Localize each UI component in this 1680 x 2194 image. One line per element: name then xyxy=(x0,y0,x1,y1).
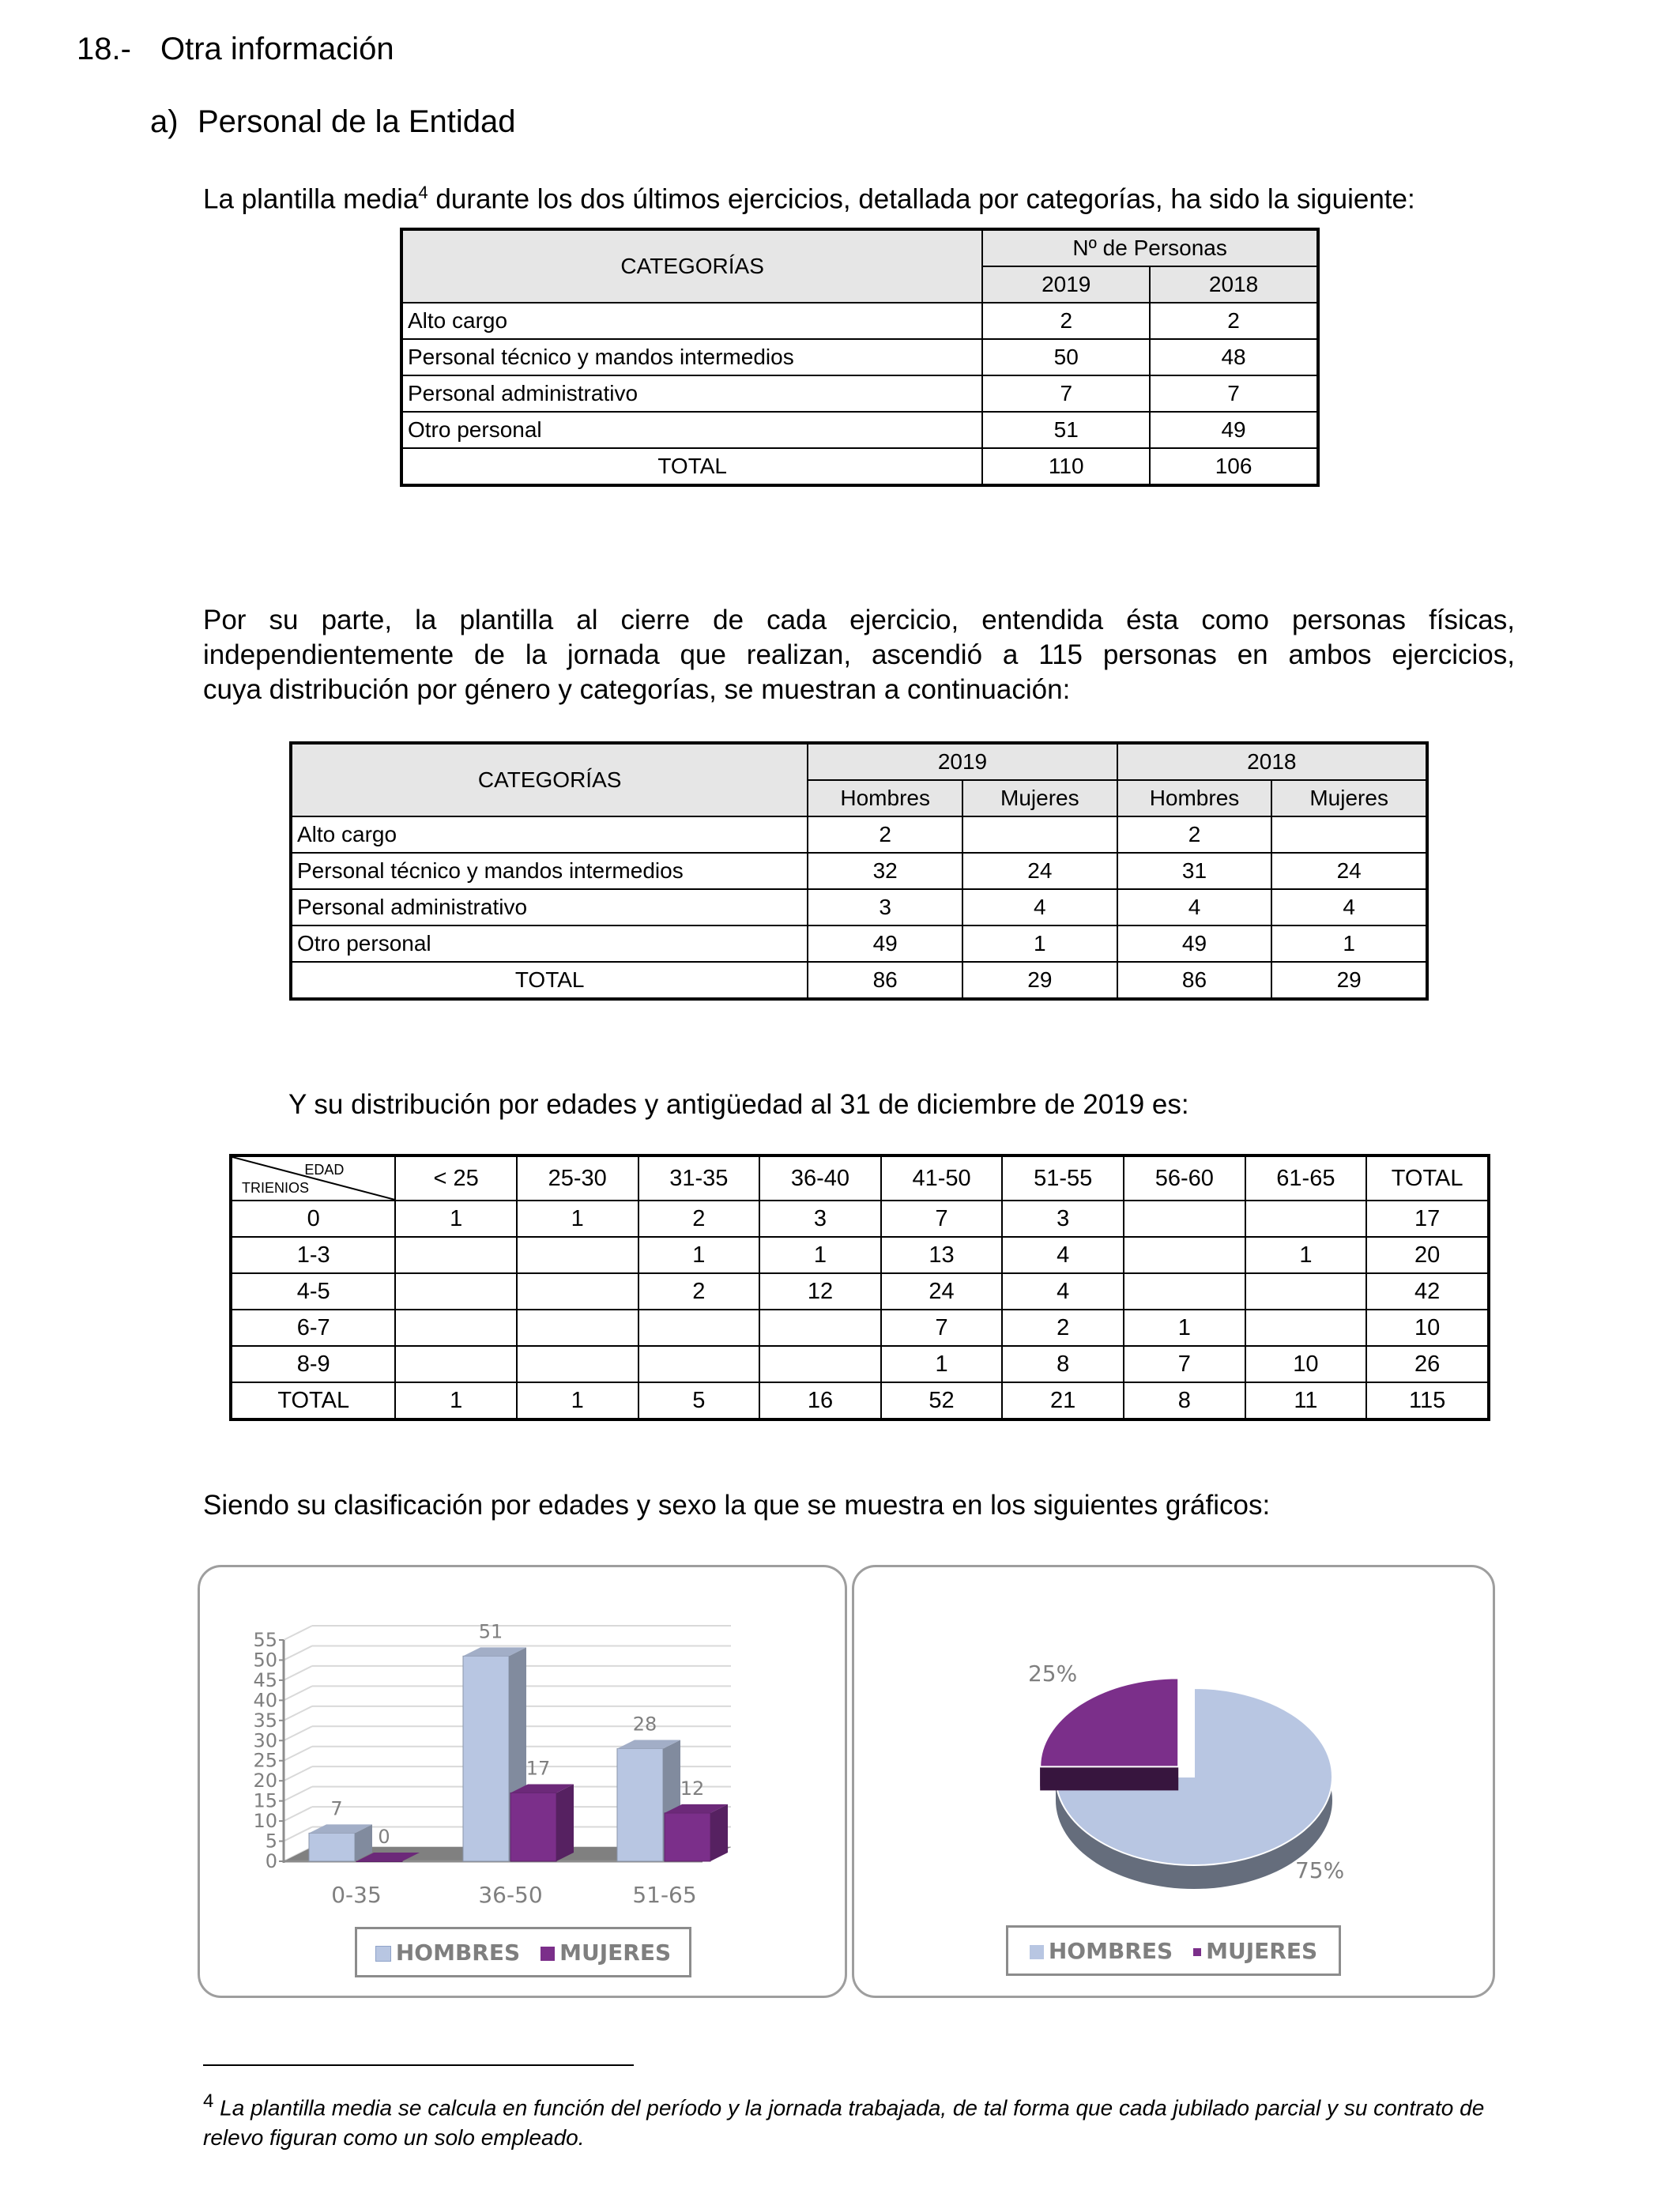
legend-swatch xyxy=(1193,1948,1201,1956)
subsection-heading xyxy=(150,104,516,140)
y-tick-label: 50 xyxy=(253,1649,277,1672)
bar xyxy=(463,1656,509,1861)
table1-year: 2018 xyxy=(1150,266,1318,303)
gridline-diag xyxy=(284,1706,312,1721)
table-row: Personal técnico y mandos intermedios 32 24 31 24 xyxy=(291,853,1427,889)
table2-year: 2019 xyxy=(808,743,1117,780)
bar xyxy=(510,1793,556,1861)
legend-item-hombres: HOMBRES xyxy=(1030,1938,1173,1964)
bar-chart-panel xyxy=(198,1565,847,1998)
gender-staff-table: CATEGORÍAS 2019 2018 Hombres Mujeres Hombres Mujeres Alto cargo 2 2 Personal técnico y mandos intermedios 32 24 31 24 Personal administrativo 3 4 4 4 Otro personal 49 1 49 1 TOTAL 86 29 86 29 xyxy=(289,741,1429,1001)
gridline-diag xyxy=(284,1726,312,1740)
x-tick-label: 36-50 xyxy=(478,1882,543,1908)
footnote-mark: 4 xyxy=(203,2090,214,2112)
y-tick-label: 20 xyxy=(253,1770,277,1793)
data-label: 28 xyxy=(632,1713,657,1736)
pie-percent-label: 25% xyxy=(1027,1661,1078,1687)
y-tick-label: 30 xyxy=(253,1729,277,1752)
table-row: Personal administrativo 3 4 4 4 xyxy=(291,889,1427,925)
table-row: 1-3 1 1 13 4 1 20 xyxy=(231,1237,1489,1273)
bar xyxy=(617,1748,663,1861)
data-label: 17 xyxy=(525,1757,551,1780)
age-seniority-paragraph: Y su distribución por edades y antigüedad al 31 de diciembre de 2019 es: xyxy=(288,1089,1189,1120)
y-tick-label: 35 xyxy=(253,1709,277,1732)
subsection-title: Personal de la Entidad xyxy=(198,104,516,139)
gridline-diag xyxy=(284,1686,312,1700)
data-label: 12 xyxy=(680,1777,705,1800)
bar-chart-legend xyxy=(355,1927,691,1977)
y-tick-label: 10 xyxy=(253,1810,277,1833)
bar xyxy=(356,1861,402,1862)
table-total-row: TOTAL 1 1 5 16 52 21 8 11 115 xyxy=(231,1382,1489,1419)
staff-close-paragraph: Por su parte, la plantilla al cierre de cada ejercicio, entendida ésta como personas físicas, independientemente de la jornada que realizan, ascendió a 115 personas en ambos ejercicios, cuya distribución por género y categorías, se muestran a continuación: xyxy=(203,605,1515,705)
x-tick-label: 0-35 xyxy=(331,1882,382,1908)
table-row: 4-5 2 12 24 4 42 xyxy=(231,1273,1489,1310)
y-tick-label: 25 xyxy=(253,1749,277,1772)
table-row: Otro personal 49 1 49 1 xyxy=(291,925,1427,962)
table-row: 6-7 7 2 1 10 xyxy=(231,1310,1489,1346)
footnote-text: La plantilla media se calcula en función del período y la jornada trabajada, de tal forma que cada jubilado parcial y su contrato de relevo figuran como un solo empleado. xyxy=(203,2095,1485,2151)
table-total-row: TOTAL 110 106 xyxy=(401,448,1318,485)
bar-side xyxy=(710,1804,728,1861)
footnote-ref[interactable]: 4 xyxy=(418,183,428,202)
pie-slice-group xyxy=(1040,1678,1178,1790)
bar xyxy=(665,1813,710,1861)
gridline-diag xyxy=(284,1827,312,1842)
table-row: Personal técnico y mandos intermedios 50 48 xyxy=(401,339,1318,375)
y-tick-label: 0 xyxy=(265,1850,277,1872)
table1-cat-header: CATEGORÍAS xyxy=(401,229,982,303)
y-tick-label: 15 xyxy=(253,1789,277,1812)
pie-percent-label: 75% xyxy=(1294,1857,1345,1884)
charts-intro-paragraph: Siendo su clasificación por edades y sexo la que se muestra en los siguientes gráficos: xyxy=(203,1490,1271,1521)
gridline-diag xyxy=(284,1666,312,1680)
table-row: Otro personal 51 49 xyxy=(401,412,1318,448)
bar-side xyxy=(556,1784,574,1861)
data-label: 0 xyxy=(378,1826,390,1848)
table-row: 0 1 1 2 3 7 3 17 xyxy=(231,1201,1489,1237)
gridline-diag xyxy=(284,1747,312,1761)
legend-item-hombres: HOMBRES xyxy=(375,1940,520,1966)
table-row: Alto cargo 2 2 xyxy=(291,816,1427,853)
x-tick-label: 51-65 xyxy=(632,1882,697,1908)
gridline-diag xyxy=(284,1646,312,1660)
table3-corner: EDAD TRIENIOS xyxy=(231,1155,395,1201)
table-row: 8-9 1 8 7 10 26 xyxy=(231,1346,1489,1382)
pie-slice xyxy=(1040,1678,1178,1766)
section-number: 18.- xyxy=(77,32,131,66)
gridline-diag xyxy=(284,1787,312,1801)
pie-slice-edge xyxy=(1040,1766,1178,1790)
legend-item-mujeres: MUJERES xyxy=(1193,1938,1317,1964)
section-heading xyxy=(77,32,394,67)
legend-swatch xyxy=(1030,1945,1044,1959)
gridline-diag xyxy=(284,1807,312,1821)
legend-swatch xyxy=(375,1946,391,1962)
footnote-separator xyxy=(203,2064,634,2066)
pie-chart-legend xyxy=(1006,1925,1341,1976)
data-label: 51 xyxy=(478,1620,503,1643)
legend-swatch xyxy=(541,1947,555,1961)
table-row: Personal administrativo 7 7 xyxy=(401,375,1318,412)
table-total-row: TOTAL 86 29 86 29 xyxy=(291,962,1427,999)
y-tick-label: 55 xyxy=(253,1629,277,1651)
section-title: Otra información xyxy=(160,32,394,66)
subsection-number: a) xyxy=(150,104,179,139)
pie-chart-panel xyxy=(852,1565,1495,1998)
table-row: Alto cargo 2 2 xyxy=(401,303,1318,339)
table1-year: 2019 xyxy=(982,266,1150,303)
y-tick-label: 45 xyxy=(253,1668,277,1691)
table2-cat-header: CATEGORÍAS xyxy=(291,743,808,816)
y-tick-label: 40 xyxy=(253,1689,277,1712)
y-tick-label: 5 xyxy=(265,1830,277,1853)
age-seniority-table: EDAD TRIENIOS < 25 25-30 31-35 36-40 41-50 51-55 56-60 61-65 TOTAL 0 1 1 2 3 7 3 17 1-3 1 1 13 4 1 20 4-5 2 12 24 4 42 6-7 7 2 1 10 8-9 1 8 7 10 26 TOTAL 1 1 5 16 52 21 8 11 115 xyxy=(229,1154,1490,1421)
average-staff-table xyxy=(400,228,1320,487)
table1-group-header: Nº de Personas xyxy=(982,229,1318,266)
table2-year: 2018 xyxy=(1117,743,1427,780)
data-label: 7 xyxy=(330,1797,343,1820)
gridline-diag xyxy=(284,1766,312,1781)
intro-paragraph: La plantilla media$^4$ durante los dos últimos ejercicios, detallada por categorías, ha sido la siguiente: xyxy=(203,183,1415,215)
footnote xyxy=(203,2087,1515,2153)
legend-item-mujeres: MUJERES xyxy=(541,1940,671,1966)
gridline-diag xyxy=(284,1626,312,1640)
bar xyxy=(309,1833,355,1861)
